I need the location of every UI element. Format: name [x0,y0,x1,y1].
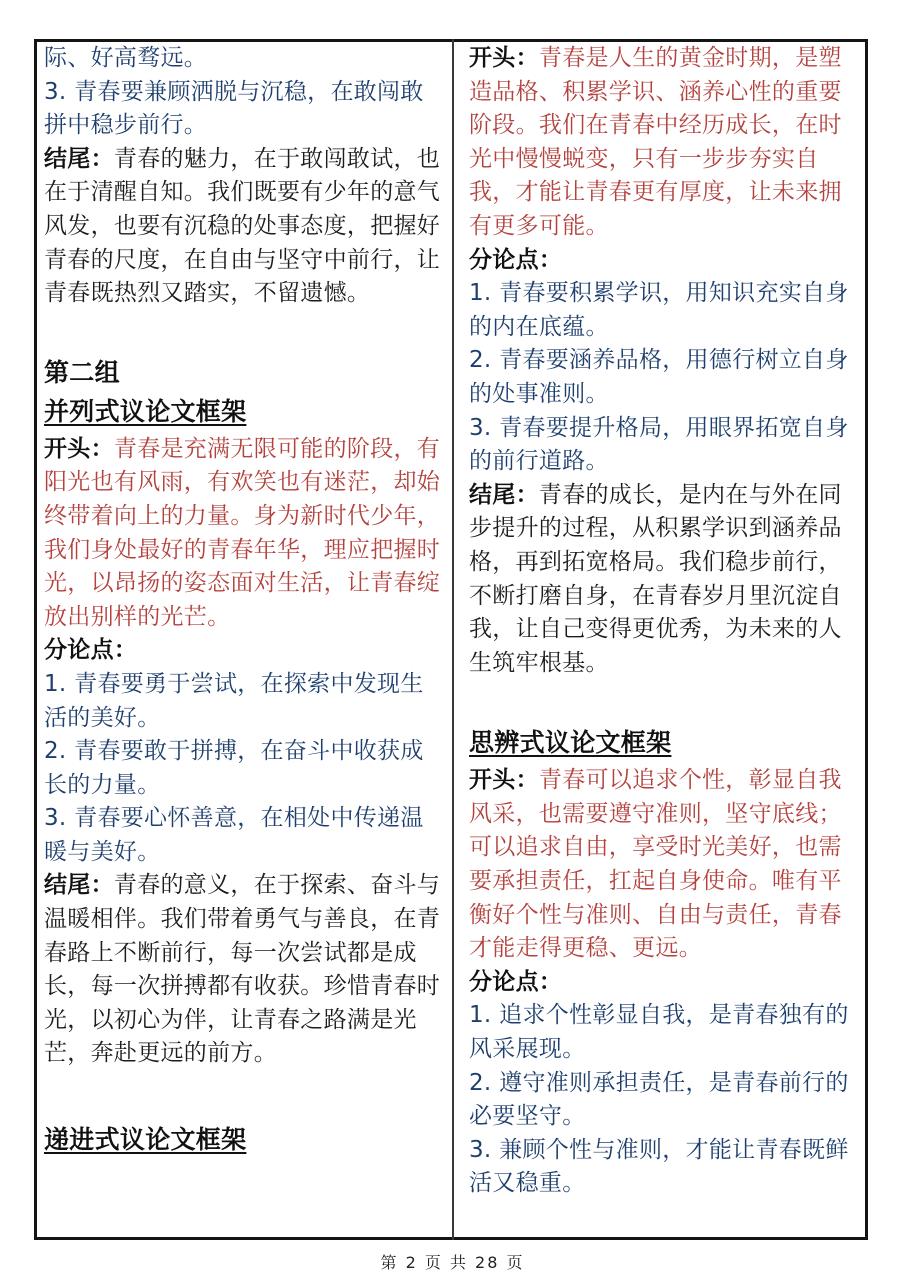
point-item: 3. 兼顾个性与准则，才能让青春既鲜活又稳重。 [469,1136,849,1197]
point-item: 1. 青春要勇于尝试，在探索中发现生活的美好。 [44,670,424,731]
point-item: 3. 青春要提升格局，用眼界拓宽自身的前行道路。 [469,414,849,475]
opening-paragraph [44,433,442,635]
point-item: 3. 青春要心怀善意，在相处中传递温暖与美好。 [44,805,424,865]
points-label: 分论点： [469,246,563,273]
opening-text: 青春是充满无限可能的阶段，有阳光也有风雨，有欢笑也有迷茫，却始终带着向上的力量。身为新时代少年，我们身处最好的青春年华，理应把握时光，以昂扬的姿态面对生活，让青春绽放出别样的光芒。 [44,435,441,630]
ending-label: 结尾： [44,872,114,899]
point-item: 2. 青春要涵养品格，用德行树立自身的处事准则。 [469,347,849,407]
points-label: 分论点： [44,637,138,664]
left-column [44,42,442,1161]
points-label: 分论点： [469,968,563,995]
ending-label: 结尾： [44,145,114,172]
point-item: 1. 青春要积累学识，用知识充实自身的内在底蕴。 [469,280,849,340]
point-3: 3. 青春要兼顾洒脱与沉稳，在敢闯敢拼中稳步前行。 [44,78,424,139]
opening-label: 开头： [44,435,114,462]
point-item: 2. 遵守准则承担责任，是青春前行的必要坚守。 [469,1069,849,1130]
column-divider [452,39,454,1240]
ending-text: 青春的意义，在于探索、奋斗与温暖相伴。我们带着勇气与善良，在青春路上不断前行，每一次尝试都是成长，每一次拼搏都有收获。珍惜青春时光，以初心为伴，让青春之路满是光芒，奔赴更远的前方。 [44,872,441,1067]
ending-label: 结尾： [469,481,539,508]
point-item: 1. 追求个性彰显自我，是青春独有的风采展现。 [469,1002,849,1063]
point-continued: 际、好高骛远。 [44,45,208,71]
opening-label: 开头： [469,45,539,71]
opening-text: 青春是人生的黄金时期，是塑造品格、积累学识、涵养心性的重要阶段。我们在青春中经历成长，在时光中慢慢蜕变，只有一步步夯实自我，才能让青春更有厚度，让未来拥有更多可能。 [469,45,842,239]
ending-paragraph [44,143,442,311]
opening-text: 青春可以追求个性，彰显自我风采，也需要遵守准则，坚守底线；可以追求自由，享受时光美好，也需要承担责任，扛起自身使命。唯有平衡好个性与准则、自由与责任，青春才能走得更稳、更远。 [469,767,842,962]
ending-paragraph [44,869,442,1071]
page-number: 第 2 页 共 28 页 [380,1253,525,1272]
ending-text: 青春的成长，是内在与外在同步提升的过程，从积累学识到涵养品格，再到拓宽格局。我们稳步前行，不断打磨自身，在青春岁月里沉淀自我，让自己变得更优秀，为未来的人生筑牢根基。 [469,481,842,676]
section-title-progressive: 递进式议论文框架 [44,1125,247,1155]
ending-text: 青春的魅力，在于敢闯敢试，也在于清醒自知。我们既要有少年的意气风发，也要有沉稳的处事态度，把握好青春的尺度，在自由与坚守中前行，让青春既热烈又踏实，不留遗憾。 [44,145,441,307]
ending-paragraph [469,479,865,681]
opening-paragraph [469,42,865,244]
opening-paragraph [469,764,865,966]
section-title-dialectical: 思辨式议论文框架 [469,728,672,758]
group-title: 第二组 [44,357,120,387]
point-item: 2. 青春要敢于拼搏，在奋斗中收获成长的力量。 [44,738,424,798]
opening-label: 开头： [469,767,539,794]
right-column [469,42,865,1201]
section-title-parallel: 并列式议论文框架 [44,396,247,426]
